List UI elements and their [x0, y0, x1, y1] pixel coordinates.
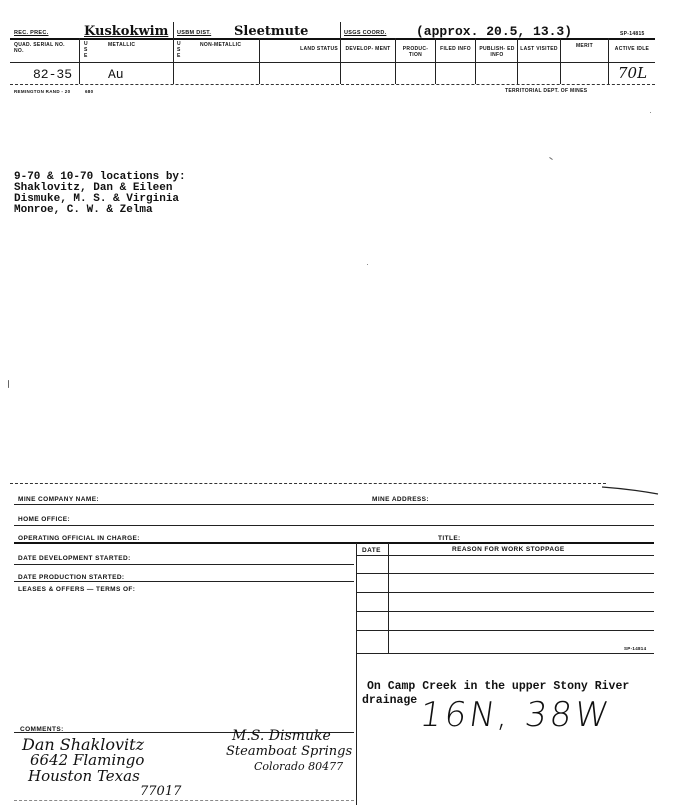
usbm-dist-value: Sleetmute: [234, 24, 309, 39]
col-divider: [560, 38, 561, 84]
rule: [356, 653, 654, 654]
rule: [14, 525, 654, 526]
active-idle-header: ACTIVE IDLE: [614, 46, 650, 52]
use-nonmetallic-header: U S E: [177, 41, 181, 59]
usgs-coord-label: USGS COORD.: [344, 30, 387, 36]
production-header: PRODUC- TION: [402, 46, 429, 58]
table-left-border: [356, 543, 357, 805]
leases-label: LEASES & OFFERS — TERMS OF:: [18, 586, 136, 593]
rule: [356, 573, 654, 574]
last-visited-header: LAST VISITED: [520, 46, 558, 52]
form-number-2: SP-14814: [624, 646, 647, 651]
bottom-rule: [14, 800, 354, 801]
nonmetallic-header: NON-METALLIC: [200, 42, 242, 48]
col-divider: [608, 38, 609, 84]
remarks-line-1: On Camp Creek in the upper Stony River: [367, 680, 630, 693]
rec-prec-value: Kuskokwim: [84, 24, 169, 39]
department-label: TERRITORIAL DEPT. OF MINES: [505, 88, 588, 94]
filed-info-header: FILED INFO: [440, 46, 471, 52]
mine-company-name-label: MINE COMPANY NAME:: [18, 496, 99, 503]
quad-serial-header: QUAD. SERIAL NO. NO.: [14, 42, 65, 54]
note-line-3: Dismuke, M. S. & Virginia: [14, 193, 180, 205]
date-development-label: DATE DEVELOPMENT STARTED:: [18, 555, 131, 562]
rule: [356, 611, 654, 612]
reason-col-header: REASON FOR WORK STOPPAGE: [452, 546, 565, 553]
col-divider: [340, 38, 341, 84]
note-line-2: Shaklovitz, Dan & Eileen: [14, 182, 173, 194]
note-line-1: 9-70 & 10-70 locations by:: [14, 171, 186, 183]
operating-official-label: OPERATING OFFICIAL IN CHARGE:: [18, 535, 140, 542]
column-header-rule: [10, 62, 655, 63]
home-office-label: HOME OFFICE:: [18, 516, 71, 523]
scan-mark: [8, 380, 9, 388]
active-idle-value: 70L: [618, 64, 648, 82]
metallic-header: METALLIC: [108, 42, 136, 48]
handwriting-right-1: M.S. Dismuke: [232, 728, 331, 744]
handwriting-left-1: Dan Shaklovitz: [22, 735, 145, 754]
date-col-divider: [388, 543, 389, 653]
date-col-header: DATE: [362, 547, 381, 554]
col-divider: [259, 38, 260, 84]
col-divider: [475, 38, 476, 84]
title-label: TITLE:: [438, 535, 461, 542]
rule: [356, 630, 654, 631]
lower-form-curl: [600, 475, 660, 495]
mine-address-label: MINE ADDRESS:: [372, 496, 429, 503]
land-status-header: LAND STATUS: [300, 46, 338, 52]
merit-header: MERIT: [575, 43, 594, 49]
location-notes: [14, 172, 186, 216]
col-divider: [395, 38, 396, 84]
scan-mark: [650, 112, 651, 113]
serial-value: 82-35: [33, 67, 73, 82]
use-metallic-header: U S E: [84, 41, 88, 59]
handwriting-left-2: 6642 Flamingo: [30, 751, 145, 769]
handwriting-left-3: Houston Texas: [28, 767, 140, 785]
rule: [356, 592, 654, 593]
note-line-4: Monroe, C. W. & Zelma: [14, 204, 153, 216]
lower-form-top-rule: [10, 483, 606, 484]
printer-label: REMINGTON RAND - 20: [14, 89, 71, 94]
divider: [173, 22, 174, 38]
rule: [14, 504, 654, 505]
rec-prec-label: REC. PREC.: [14, 30, 49, 36]
usgs-coord-value: (approx. 20.5, 13.3): [416, 24, 573, 39]
handwriting-left-4: 77017: [140, 784, 182, 799]
divider: [340, 22, 341, 38]
rule: [14, 564, 354, 565]
development-header: DEVELOP- MENT: [345, 46, 391, 52]
col-divider: [173, 38, 174, 84]
col-divider: [79, 38, 80, 84]
printer-code: 680: [85, 89, 94, 94]
col-divider: [435, 38, 436, 84]
form-number: SP-14815: [620, 31, 645, 37]
rule: [14, 542, 654, 544]
published-info-header: PUBLISH- ED INFO: [479, 46, 515, 58]
rule: [14, 581, 354, 582]
remarks-line-2: drainage: [362, 694, 418, 707]
metallic-value: Au: [108, 67, 124, 82]
rule: [356, 555, 654, 556]
scan-mark: [549, 157, 553, 160]
handwriting-right-3: Colorado 80477: [254, 760, 344, 773]
handwriting-right-2: Steamboat Springs: [226, 744, 353, 759]
usbm-dist-label: USBM DIST.: [177, 30, 212, 36]
row-bottom-rule: [10, 84, 655, 85]
comments-label: COMMENTS:: [20, 726, 64, 733]
scan-mark: [367, 264, 368, 265]
handwritten-township: 16N, 38W: [417, 695, 615, 735]
date-production-label: DATE PRODUCTION STARTED:: [18, 574, 125, 581]
col-divider: [517, 38, 518, 84]
